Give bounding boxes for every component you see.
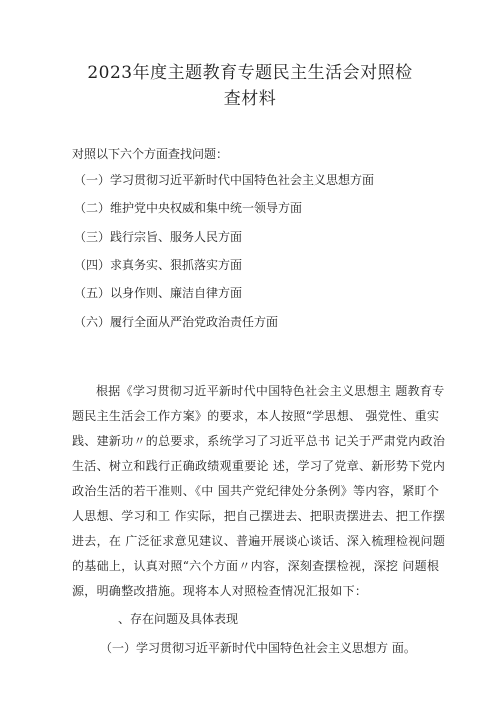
document-title-line-2: 查材料 xyxy=(223,89,277,109)
body-paragraph-line-2: 题民主生活会工作方案》的要求，本人按照“学思想、 强党性、重实 xyxy=(72,409,440,423)
body-paragraph-line-6: 人思想、学习和工 作实际，把自己摆进去、把职责摆进去、把工作摆 xyxy=(72,509,446,523)
body-paragraph-line-9: 源，明确整改措施。现将本人对照检查情况汇报如下： xyxy=(72,584,368,598)
body-paragraph-line-4: 生活、树立和践行正确政绩观重要论 述，学习了党章、新形势下党内 xyxy=(72,459,446,473)
sub-heading: （一）学习贯彻习近平新时代中国特色社会主义思想方 面。 xyxy=(100,641,416,655)
body-paragraph-line-3: 践、建新功〃的总要求，系统学习了习近平总书 记关于严肃党内政治 xyxy=(72,434,446,448)
body-paragraph-line-7: 进去，在 广泛征求意见建议、普遍开展谈心谈话、深入梳理检视问题 xyxy=(72,534,446,548)
document-title-line-1: 2023年度主题教育专题民主生活会对照检 xyxy=(87,63,413,83)
intro-text: 对照以下六个方面查找问题： xyxy=(72,147,229,161)
body-paragraph-line-1: 根据《学习贯彻习近平新时代中国特色社会主义思想主 题教育专 xyxy=(96,384,445,398)
body-paragraph-line-8: 的基础上，认真对照“六个方面〃内容，深刻查摆检视，深挖 问题根 xyxy=(72,559,440,573)
body-paragraph-line-5: 政治生活的若干准则、《中 国共产党纪律处分条例》等内容，紧盯个 xyxy=(72,484,440,498)
aspect-item-5: （五）以身作则、廉洁自律方面 xyxy=(74,286,243,300)
section-heading: 、存在问题及具体表现 xyxy=(118,612,239,626)
aspect-item-1: （一）学习贯彻习近平新时代中国特色社会主义思想方面 xyxy=(74,173,375,187)
aspect-item-6: （六）履行全面从严治党政治责任方面 xyxy=(74,315,279,329)
aspect-item-4: （四）求真务实、狠抓落实方面 xyxy=(74,258,243,272)
aspect-item-2: （二）维护党中央权威和集中统一领导方面 xyxy=(74,201,303,215)
aspect-item-3: （三）践行宗旨、服务人民方面 xyxy=(74,230,243,244)
